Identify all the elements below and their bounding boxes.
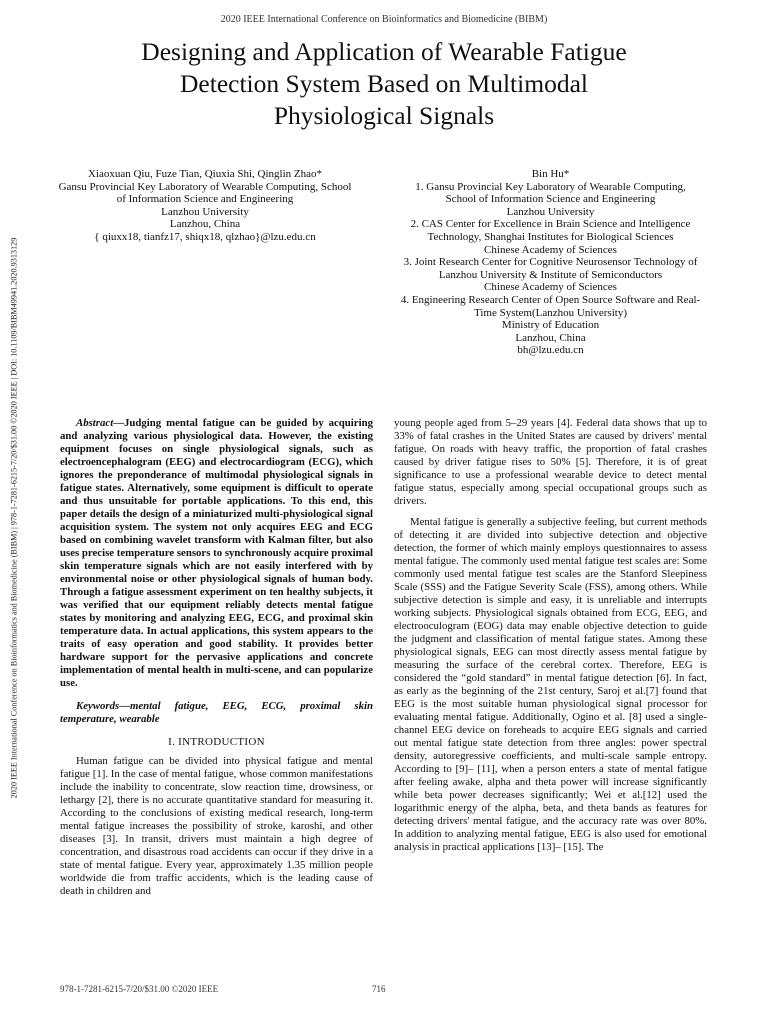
affiliation-line: Chinese Academy of Sciences	[484, 243, 617, 256]
author-block-right	[378, 168, 723, 357]
affiliation-line: 3. Joint Research Center for Cognitive Neurosensor Technology of	[403, 256, 698, 269]
affiliation-line: of Information Science and Engineering	[116, 193, 294, 206]
affiliation-line: Ministry of Education	[501, 319, 600, 332]
affiliation-line: Chinese Academy of Sciences	[484, 281, 617, 294]
title-line: Physiological Signals	[273, 101, 495, 130]
body-paragraph: Mental fatigue is generally a subjective feeling, but current methods of detecting it are divided into subjective detection and objective detection, the former of which mainly employs questionnaires to assess mental fatigue. The commonly used mental fatigue test scales are: Some commonly used mental fatigue test scales are the Stanford Sleepiness Scale (SSS) and the Fatigue Severity Scale (FSS), among others. While subjective detection is simple and easy, it is unreliable and interrupts working subjects. Physiological signals obtained from ECG, EEG, and electrooculogram (EOG) data may enable objective detection to guide the judgment and classification of mental fatigue states. Among these physiological signals, EEG can most directly assess mental fatigue by measuring the surface of the cerebral cortex. Therefore, EEG is considered the “gold standard” in mental fatigue detection [6]. In fact, as early as the beginning of the 21st century, Saroj et al.[7] found that EEG is the most suitable human physiological signal processor for evaluating mental fatigue. Additionally, Ogino et al. [8] used a single-channel EEG device on foreheads to acquire EEG signals and carried out mental fatigue state detection from three angles: power spectral density, autoregressive coefficients, and multi-scale sample entropy. According to [9]– [11], when a person enters a state of mental fatigue after feeling awake, alpha and theta power will increase significantly while beta power decreases significantly; Wei et al.[12] used the logarithmic energy of the alpha, beta, and theta bands as features for detecting drivers' mental fatigue, and the accuracy rate was over 80%. In addition to analyzing mental fatigue, EEG is also used for emotional analysis in practical applications [13]– [15]. The	[394, 516, 707, 853]
affiliation-line: Lanzhou University	[161, 205, 249, 218]
page-number: 716	[372, 984, 386, 994]
author-email: bh@lzu.edu.cn	[517, 344, 584, 357]
author-names: Xiaoxuan Qiu, Fuze Tian, Qiuxia Shi, Qinglin Zhao*	[87, 168, 323, 180]
abstract-label: Abstract	[76, 417, 114, 429]
affiliation-line: 4. Engineering Research Center of Open Source Software and Real-	[400, 293, 701, 306]
affiliation-line: Technology, Shanghai Institutes for Biological Sciences	[427, 230, 674, 243]
footer-isbn: 978-1-7281-6215-7/20/$31.00 ©2020 IEEE	[60, 984, 219, 994]
affiliation-line: Lanzhou, China	[169, 218, 241, 231]
author-block-left	[50, 168, 360, 244]
abstract-text: —Judging mental fatigue can be guided by acquiring and analyzing various physiological data. However, the existing equipment focuses on single physiological signals, such as electroencephalogram (EEG) and electrocardiogram (ECG), which ignores the preponderance of multimodal physiological signals in fatigue states. Alternatively, some equipment is difficult to operate and thus unsuitable for portable applications. To this end, this paper details the design of a miniaturized multi-physiological signal acquisition system. The system not only acquires EEG and ECG based on combining wavelet transform with Kalman filter, but also uses precise temperature sensors to synchronously acquire proximal skin temperature signals which are not easily interfered with by environmental noise or other physiological signals of human body. Through a fatigue assessment experiment on ten healthy subjects, it was verified that our equipment reliably detects mental fatigue states by monitoring and analyzing EEG, ECG, and proximal skin temperature data. In actual applications, this system appears to the traits of easy operation and good stability. It provides better hardware support for the pervasive applications and concrete implementation of mental health in multi-scene, and can popularize use.	[60, 417, 374, 689]
abstract	[60, 417, 373, 690]
affiliation-line: Time System(Lanzhou University)	[474, 306, 627, 319]
section-heading: I. INTRODUCTION	[168, 736, 265, 748]
affiliation-line: School of Information Science and Engineering	[445, 193, 656, 206]
left-column	[60, 417, 373, 898]
author-emails: { qiuxx18, tianfz17, shiqx18, qlzhao}@lzu.edu.cn	[94, 230, 316, 243]
right-column	[394, 417, 707, 854]
author-names: Bin Hu*	[531, 168, 570, 180]
keywords: Keywords—mental fatigue, EEG, ECG, proximal skin temperature, wearable	[60, 700, 373, 725]
intro-paragraph: Human fatigue can be divided into physical fatigue and mental fatigue [1]. In the case of mental fatigue, whose common manifestations include the inability to concentrate, slow reaction time, drowsiness, or lethargy [2], there is no accurate quantitative standard for measuring it. According to the conclusions of existing medical research, long-term mental fatigue increases the possibility of stroke, karoshi, and other diseases [3]. In transit, drivers must maintain a high degree of concentration, and disastrous road accidents can occur if they drive in a state of mental fatigue. Every year, approximately 1.35 million people worldwide die from traffic accidents, which is the leading cause of death in children and	[60, 755, 373, 897]
body-paragraph: young people aged from 5–29 years [4]. Federal data shows that up to 33% of fatal crashes in the United States are caused by drivers' mental fatigue. On roads with heavy traffic, the proportion of fatal crashes caused by driver fatigue rises to 50% [5]. Therefore, it is of great significance to use a professional wearable device to detect mental fatigue status, especially among special occupational groups such as drivers.	[394, 417, 707, 507]
doi-sidebar: 2020 IEEE International Conference on Bioinformatics and Biomedicine (BIBM) | 978-1-7281-6215-7/20/$31.00 ©2020 IEEE | DOI: 10.1109/BIBM49941.2020.9313129	[9, 237, 19, 799]
title-line: Designing and Application of Wearable Fatigue	[141, 37, 627, 66]
conference-header: 2020 IEEE International Conference on Bioinformatics and Biomedicine (BIBM)	[220, 14, 548, 25]
affiliation-line: Lanzhou University	[506, 205, 595, 218]
affiliation-line: Gansu Provincial Key Laboratory of Wearable Computing, School	[58, 180, 352, 193]
affiliation-line: 2. CAS Center for Excellence in Brain Science and Intelligence	[410, 218, 691, 231]
paper-title	[60, 36, 708, 132]
affiliation-line: 1. Gansu Provincial Key Laboratory of Wearable Computing,	[415, 180, 686, 193]
affiliation-line: Lanzhou, China	[515, 331, 586, 344]
affiliation-line: Lanzhou University & Institute of Semiconductors	[438, 268, 663, 281]
title-line: Detection System Based on Multimodal	[180, 69, 588, 98]
